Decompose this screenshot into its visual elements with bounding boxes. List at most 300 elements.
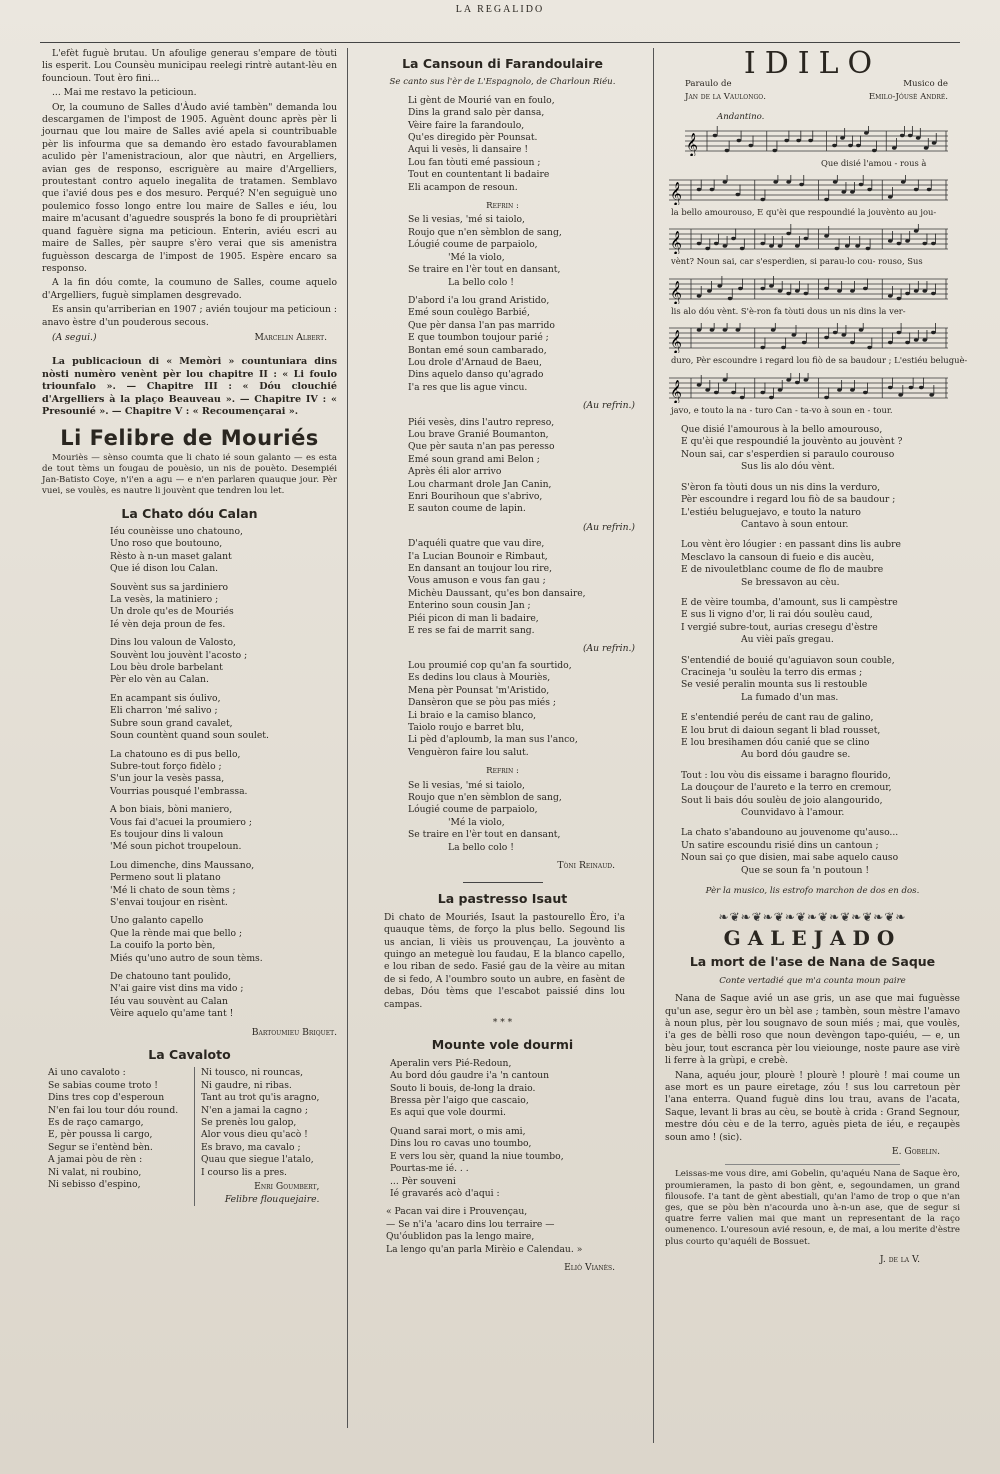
stanza: [110, 637, 337, 687]
idilo-title: IDILO: [743, 46, 882, 81]
verse-line: Rèsto à n-un maset galant: [110, 550, 232, 562]
signature-line: [52, 332, 327, 344]
verse-line: Vèire faire la farandoulo,: [408, 119, 525, 131]
tempo-marking: Andantino.: [717, 112, 765, 123]
credits: [685, 78, 948, 103]
verse-line: S'entendié de bouié qu'aguiavon soun couble,: [681, 654, 895, 666]
stanza: [681, 712, 960, 762]
note-head: [824, 336, 829, 339]
note-head: [897, 242, 902, 245]
note-head: [835, 247, 840, 250]
verse-line: Après éli alor arrivo: [408, 466, 502, 478]
note-head: [717, 284, 722, 287]
au-refrin: (Au refrin.): [582, 400, 635, 412]
verse-line: La chatouno es di pus bello,: [110, 748, 241, 760]
paragraph: Es ansin qu'arriberian en 1907 ; avién toujour ma peticioun : anavo èstre d'un pouderous secous.: [42, 304, 337, 328]
lyric-line: javo, e touto la na - turo Can - ta-vo à soun en - tour.: [671, 404, 893, 415]
note-head: [850, 388, 855, 391]
verse-line: Au bord dóu gaudre se.: [741, 749, 851, 761]
verse-line: Es de raço camargo,: [48, 1117, 144, 1129]
note-head: [837, 388, 842, 391]
verse-line: Pourtas-me ié. . .: [390, 1163, 469, 1175]
top-rule: [40, 42, 960, 43]
verse-line: E, pèr poussa li cargo,: [48, 1129, 153, 1141]
verse-line: Dansèron que se pòu pas miés ;: [408, 697, 556, 709]
galejado-title: GALEJADO: [723, 925, 902, 950]
verse-line: S'èron fa tòuti dous un nis dins la verduro,: [681, 481, 881, 493]
stanza: [681, 482, 960, 532]
stanza: [408, 660, 645, 759]
note-head: [760, 287, 765, 290]
note-head: [932, 141, 937, 144]
note-head: [922, 289, 927, 292]
lyric-line: duro, Pèr escoundre i regard lou fiò de sa baudour ; L'estiéu beluguè-: [671, 355, 968, 366]
stanza: [408, 95, 645, 194]
song-signature: Tòni Reinaud.: [557, 859, 615, 871]
note-head: [778, 245, 783, 248]
verse-line: « Pacan vai dire i Prouvençau,: [386, 1206, 528, 1218]
note-head: [731, 237, 736, 240]
verse-line: Lóugié coume de parpaiolo,: [408, 804, 538, 816]
verse-line: Souvènt lou jouvènt l'acosto ;: [110, 649, 248, 661]
column-2: [360, 48, 645, 1280]
note-head: [924, 146, 929, 149]
credit-label: Musico de: [903, 79, 948, 90]
verse-line: 'Mé li chato de soun tèms ;: [110, 884, 236, 896]
lyric-line: lis alo dóu vènt. S'è-ron fa tòuti dous un nis dins la ver-: [671, 305, 906, 316]
verse-line: E vers lou sèr, quand la niue toumbo,: [390, 1150, 564, 1162]
verse-line: Bressa pèr l'aigo que cascaio,: [390, 1095, 529, 1107]
verse-line: La couifo la porto bèn,: [110, 940, 216, 952]
verse-line: Li braio e la camiso blanco,: [408, 709, 537, 721]
verse-line: 'Mé soun pichot troupeloun.: [110, 841, 242, 853]
stanza: [408, 538, 645, 637]
verse-line: Dins la grand salo pèr dansa,: [408, 107, 545, 119]
verse-line: En dansant an toujour lou rire,: [408, 563, 552, 575]
au-refrin: (Au refrin.): [582, 643, 635, 655]
verse-line: ... Pèr souveni: [390, 1175, 456, 1187]
verse-line: S'envai toujour en risènt.: [110, 896, 228, 908]
verse-line: I courso lis a pres.: [201, 1166, 287, 1178]
note-head: [909, 385, 914, 388]
note-head: [900, 133, 905, 136]
music-staff: [665, 175, 960, 205]
stanza: [681, 770, 960, 820]
note-head: [833, 180, 838, 183]
stanza: [386, 1206, 645, 1256]
note-head: [795, 245, 800, 248]
verse-line: N'ai gaire vist dins ma vido ;: [110, 983, 244, 995]
note-head: [796, 138, 801, 141]
note-head: [850, 341, 855, 344]
column-divider: [347, 48, 348, 1428]
staff-notation: [665, 175, 950, 205]
verse-line: Quand sarai mort, o mis ami,: [390, 1125, 526, 1137]
note-head: [872, 148, 877, 151]
verse-line: E sauton coume de lapin.: [408, 503, 526, 515]
verse-line: Souto li bouis, de-long la draio.: [390, 1082, 536, 1094]
note-head: [888, 341, 893, 344]
verse-line: Ni tousco, ni rouncas,: [201, 1067, 304, 1079]
verse-line: Dins lou ro cavas uno toumbo,: [390, 1138, 532, 1150]
verse-line: Que se soun fa 'n poutoun !: [741, 864, 870, 876]
closing-signature: J. de la V.: [879, 1253, 920, 1265]
verse-line: E sus li vigno d'or, li rai dóu soulèu caud,: [681, 609, 873, 621]
verse-line: Lou proumié cop qu'an fa sourtido,: [408, 659, 572, 671]
note-head: [710, 188, 715, 191]
verse-line: Ni valat, ni roubino,: [48, 1166, 142, 1178]
staff-notation: [665, 224, 950, 254]
paragraph: L'efèt fuguè brutau. Un afoulige generau s'empare de tòuti lis esperit. Lou Counsèu municipau reelegi rintrè autant-lèu en founcioun. Tout èro fini...: [42, 48, 337, 84]
note-head: [832, 143, 837, 146]
verse-line: Se vesié peralin mounta sus li restouble: [681, 679, 868, 691]
note-head: [931, 242, 936, 245]
verse-line: Vous fai d'acuei la proumiero ;: [110, 816, 252, 828]
note-head: [771, 329, 776, 332]
verse-line: La vesès, la matiniero ;: [110, 594, 219, 606]
verse-line: La bello colo !: [448, 276, 514, 288]
verse-line: La bello colo !: [448, 841, 514, 853]
verse-line: Eli charron 'mé salivo ;: [110, 705, 218, 717]
note-head: [916, 136, 921, 139]
stanza: [110, 971, 337, 1021]
verse-line: Es bravo, ma cavalo ;: [201, 1141, 301, 1153]
stanza: [681, 424, 960, 474]
verse-line: Counvidavo à l'amour.: [741, 807, 845, 819]
note-head: [795, 289, 800, 292]
paragraph: Nana de Saque avié un ase gris, un ase que mai fuguèsse qu'un ase, segur èro un bèl ase ; tambèn, soun mèstre l'amavo à noun plus, pèr lou sougnavo de soun miés ; mai, que voulès, i'a ges de bèlli roso que noun devèngon tapo-quiéu, — e, un bèu jour, tout escranca pèr lou vieiounge, noste paure ase virè li ferre à la grùpi, e crebè.: [665, 993, 960, 1067]
composer-credit: [869, 78, 948, 103]
verse-line: Eli acampon de resoun.: [408, 181, 518, 193]
stanza: [110, 693, 337, 743]
verse-line: Quau que siegue l'atalo,: [201, 1154, 314, 1166]
note-head: [749, 143, 754, 146]
verse-line: Lou drole d'Arnaud de Baeu,: [408, 356, 542, 368]
verse-line: Emé soun coulègo Barbié,: [408, 307, 530, 319]
note-head: [848, 143, 853, 146]
music-staff: [665, 224, 960, 254]
verse-line: Un drole qu'es de Mouriés: [110, 606, 234, 618]
isaut-text: Di chato de Mouriés, Isaut la pastourello Èro, i'a quauque tèms, de forço la plus bello. Segound lis us ancian, li vièis us prouvençau, La jouvènto a quingo an meteguè lou faudau, E la blanco capello, e lou riban de sedo. Fasié gau de la vèire au mitan de si fedo, A l'oumbro souto un aubre, en fasènt de debas, Dóu tèms que l'escabot paissié dins lou campas.: [384, 911, 625, 1010]
note-head: [897, 297, 902, 300]
column-divider: [653, 48, 654, 1443]
verse-line: E lou bresihamen dóu canié que se clino: [681, 737, 870, 748]
poem-title: La Cavaloto: [148, 1047, 231, 1063]
note-head: [905, 341, 910, 344]
verse-line: Cantavo à soun entour.: [741, 518, 849, 530]
verse-line: Es aqui que vole dourmi.: [390, 1107, 506, 1119]
verse-line: I'a Lucian Bounoir e Rimbaut,: [408, 550, 548, 562]
verse-line: Iéu vau souvènt au Calan: [110, 995, 228, 1007]
note-head: [697, 294, 702, 297]
verse-line: Miés qu'uno autro de soun tèms.: [110, 952, 263, 964]
verse-line: Se prenès lou galop,: [201, 1117, 297, 1129]
note-head: [929, 393, 934, 396]
treble-clef-icon: 𝄞: [670, 230, 682, 255]
note-head: [769, 284, 774, 287]
note-head: [795, 380, 800, 383]
note-head: [855, 245, 860, 248]
paragraph: ... Mai me restavo la peticioun.: [52, 87, 197, 99]
note-head: [710, 329, 715, 332]
note-head: [898, 393, 903, 396]
story-signature: E. Gobelin.: [891, 1145, 940, 1157]
note-head: [905, 240, 910, 243]
note-head: [736, 193, 741, 196]
note-head: [786, 180, 791, 183]
verse-line: D'aquéli quatre que vau dire,: [408, 538, 545, 550]
verse-line: Ni gaudre, ni ribas.: [201, 1079, 292, 1091]
refrain: [408, 780, 645, 854]
verse-line: Es dedins lou claus à Mouriès,: [408, 672, 551, 684]
refrain: [408, 214, 645, 288]
poem-column-left: [48, 1067, 195, 1205]
verse-line: Li pèd d'aploumb, la man sus l'anco,: [408, 734, 578, 746]
note-head: [897, 331, 902, 334]
verse-line: De chatouno tant poulido,: [110, 971, 232, 982]
poem-chato: [42, 526, 337, 1021]
note-head: [841, 334, 846, 337]
verse-line: Iéu counèisse uno chatouno,: [110, 526, 243, 537]
note-head: [804, 378, 809, 381]
note-head: [867, 346, 872, 349]
verse-line: Soun countènt quand soun soulet.: [110, 730, 269, 742]
verse-line: Alor vous dieu qu'acò !: [201, 1129, 308, 1141]
note-head: [888, 385, 893, 388]
verse-line: Se li vesias, 'mé si taiolo,: [408, 779, 525, 791]
column-1: [42, 48, 337, 1438]
note-head: [697, 188, 702, 191]
note-head: [760, 242, 765, 245]
music-score: [665, 126, 968, 416]
note-head: [740, 247, 745, 250]
note-head: [731, 390, 736, 393]
verse-line: A jamai pòu de rèn :: [48, 1154, 143, 1166]
note-head: [833, 331, 838, 334]
stanza: [110, 526, 337, 576]
verse-line: Enri Bourihoun que s'abrivo,: [408, 491, 543, 502]
note-head: [781, 346, 786, 349]
note-head: [760, 390, 765, 393]
lyric-line: la bello amourouso, E qu'èi que respoundié la jouvènto au jou-: [671, 207, 937, 218]
verse-line: Se li vesias, 'mé si taiolo,: [408, 214, 525, 226]
verse-line: Se traire en l'èr tout en dansant,: [408, 829, 561, 841]
verse-line: Sus lis alo dóu vènt.: [741, 461, 835, 473]
verse-line: Que disié l'amourous à la bello amourouso,: [681, 424, 883, 436]
verse-line: Tout : lou vòu dis eissame i baragno flourido,: [681, 769, 891, 781]
note-head: [856, 143, 861, 146]
verse-line: Sout li bais dóu soulèu de joio alangourido,: [681, 794, 883, 806]
note-head: [786, 232, 791, 235]
poem-title: La Chato dóu Calan: [121, 505, 258, 521]
verse-line: Au bord dóu gaudre i'a 'n cantoun: [390, 1070, 550, 1082]
verse-line: Lóugié coume de parpaiolo,: [408, 239, 538, 251]
note-head: [725, 148, 730, 151]
treble-clef-icon: 𝄞: [670, 181, 682, 206]
note-head: [705, 247, 710, 250]
verse-line: Aperalin vers Pié-Redoun,: [390, 1057, 512, 1069]
stanza: [408, 417, 645, 516]
verse-line: Que la rènde mai que bello ;: [110, 927, 243, 939]
verse-line: Pèr elo vèn au Calan.: [110, 674, 209, 686]
staff-notation: [665, 274, 950, 304]
verse-line: Li gènt de Mourié van en foulo,: [408, 94, 555, 106]
verse-line: Que ié dison lou Calan.: [110, 563, 219, 575]
refrain-heading: Refrin :: [486, 201, 519, 212]
verse-line: I vergié subre-tout, aurias cresegu d'èstre: [681, 621, 878, 633]
column-3: [665, 46, 968, 1272]
verse-line: Uno galanto capello: [110, 915, 204, 927]
note-head: [799, 183, 804, 186]
note-head: [772, 148, 777, 151]
poem-title: Mounte vole dourmi: [431, 1037, 574, 1053]
verse-line: Roujo que n'en sèmblon de sang,: [408, 226, 562, 238]
verse-line: Lou vènt èro lóugier : en passant dins lis aubre: [681, 539, 901, 551]
staff-notation: [665, 126, 950, 156]
note-head: [922, 339, 927, 342]
note-head: [919, 385, 924, 388]
note-head: [824, 235, 829, 238]
verse-line: En acampant sis óulivo,: [110, 692, 221, 704]
note-head: [769, 395, 774, 398]
verse-line: Dins aquelo danso qu'agrado: [408, 369, 544, 381]
verse-line: Lou fan tòuti emé passioun ;: [408, 156, 541, 168]
verse-line: N'en a jamai la cagno ;: [201, 1104, 308, 1116]
verse-line: Se bressavon au cèu.: [741, 576, 840, 588]
note-head: [914, 188, 919, 191]
verse-line: E res se fai de marrit sang.: [408, 625, 535, 637]
verse-line: E qu'èi que respoundié la jouvènto au jouvènt ?: [681, 436, 903, 448]
poem-title: La pastresso Isaut: [437, 891, 568, 907]
verse-line: Vèire aquelo qu'ame tant !: [110, 1008, 234, 1020]
author-signature: Marcelin Albert.: [254, 331, 327, 343]
note-head: [707, 289, 712, 292]
poem-signature: Bartoumieu Briquet.: [251, 1026, 337, 1038]
note-head: [888, 294, 893, 297]
short-rule: [725, 1164, 900, 1165]
verse-line: Roujo que n'en sèmblon de sang,: [408, 791, 562, 803]
verse-line: La lengo qu'an parla Mirèio e Calendau. »: [386, 1243, 583, 1255]
verse-line: Subre soun grand cavalet,: [110, 717, 233, 729]
verse-line: E lou brut di daioun segant li blad rousset,: [681, 724, 881, 736]
verse-line: L'estiéu beluguejavo, e touto la naturo: [681, 506, 861, 518]
verse-line: Taiolo roujo e barret blu,: [408, 721, 525, 733]
verse-line: Dins lou valoun de Valosto,: [110, 637, 236, 649]
note-head: [914, 230, 919, 233]
verse-line: Piéi vesès, dins l'autro represo,: [408, 416, 555, 428]
note-head: [901, 180, 906, 183]
treble-clef-icon: 𝄞: [686, 131, 698, 156]
verse-line: E de vèire toumba, d'amount, sus li campèstre: [681, 596, 898, 608]
verse-line: I'a res que lis ague vincu.: [408, 381, 528, 393]
poem-signature: Eliò Vianès.: [564, 1261, 615, 1273]
note-head: [804, 292, 809, 295]
music-staff: [665, 373, 960, 403]
note-head: [931, 292, 936, 295]
note-head: [769, 245, 774, 248]
note-head: [824, 198, 829, 201]
stanza: [110, 749, 337, 799]
verse-line: Lou dimenche, dins Maussano,: [110, 859, 255, 871]
verse-line: D'abord i'a lou grand Aristido,: [408, 294, 550, 306]
note-head: [760, 198, 765, 201]
idilo-stanzas: [665, 424, 960, 877]
stanza: [390, 1058, 645, 1120]
note-head: [697, 242, 702, 245]
note-head: [738, 287, 743, 290]
note-head: [888, 195, 893, 198]
verse-line: La chato s'abandouno au jouvenome qu'auso...: [681, 827, 899, 839]
note-head: [714, 242, 719, 245]
verse-line: Un satire escoundu risié dins un cantoun ;: [681, 839, 879, 851]
treble-clef-icon: 𝄞: [670, 378, 682, 403]
credit-name: Emilo-Jóusè André.: [868, 91, 948, 102]
note-head: [802, 341, 807, 344]
verse-line: Uno roso que boutouno,: [110, 538, 223, 550]
verse-line: Souvènt sus sa jardiniero: [110, 581, 229, 593]
note-head: [905, 292, 910, 295]
verse-line: Que pèr dansa l'an pas marrido: [408, 319, 555, 331]
music-staff: [665, 274, 960, 304]
note-head: [888, 240, 893, 243]
note-head: [804, 237, 809, 240]
note-head: [697, 329, 702, 332]
verse-line: E de nivouletblanc coume de flo de maubre: [681, 564, 884, 576]
note-head: [697, 383, 702, 386]
masthead: LA REGALIDO: [455, 4, 545, 15]
verse-line: Ai uno cavaloto :: [48, 1067, 126, 1079]
song-title: La Cansoun di Farandoulaire: [402, 56, 603, 71]
stanza: [110, 582, 337, 632]
au-refrin: (Au refrin.): [582, 521, 635, 533]
verse-line: Permeno sout li platano: [110, 872, 221, 884]
note-head: [792, 334, 797, 337]
lyric-line: Que disié l'amou - rous à: [821, 157, 927, 168]
note-head: [713, 133, 718, 136]
note-head: [737, 138, 742, 141]
poem-column-right: [195, 1067, 319, 1205]
poem-lines: [201, 1067, 319, 1179]
verse-line: Au vièi païs gregau.: [741, 634, 834, 646]
stanza: [681, 655, 960, 705]
note-head: [723, 180, 728, 183]
to-be-continued: (A segui.): [52, 331, 97, 343]
verse-line: Ni sebisso d'espino,: [48, 1179, 141, 1191]
note-head: [863, 390, 868, 393]
story-title: La mort de l'ase de Nana de Saque: [689, 954, 936, 970]
music-staff: [665, 323, 960, 353]
verse-line: — Se n'i'a 'acaro dins lou terraire —: [386, 1218, 555, 1230]
note-head: [892, 146, 897, 149]
verse-line: Ié gravarés acò d'aqui :: [390, 1187, 500, 1199]
verse-line: Se traire en l'èr tout en dansant,: [408, 264, 561, 276]
stanza: [681, 827, 960, 877]
verse-line: Que pèr sauta n'an pas peresso: [408, 441, 555, 453]
verse-line: Segur se i'entènd bèn.: [48, 1141, 153, 1153]
verse-line: La fumado d'un mas.: [741, 691, 839, 703]
verse-line: Noun sai ço que disien, mai sabe aquelo causo: [681, 852, 899, 864]
verse-line: Se sabias coume troto !: [48, 1079, 158, 1091]
note-head: [914, 289, 919, 292]
note-head: [778, 289, 783, 292]
note-head: [863, 287, 868, 290]
staff-notation: [665, 323, 950, 353]
stanza: [681, 597, 960, 647]
stanza: [681, 539, 960, 589]
note-head: [784, 138, 789, 141]
note-head: [824, 395, 829, 398]
note-head: [859, 183, 864, 186]
